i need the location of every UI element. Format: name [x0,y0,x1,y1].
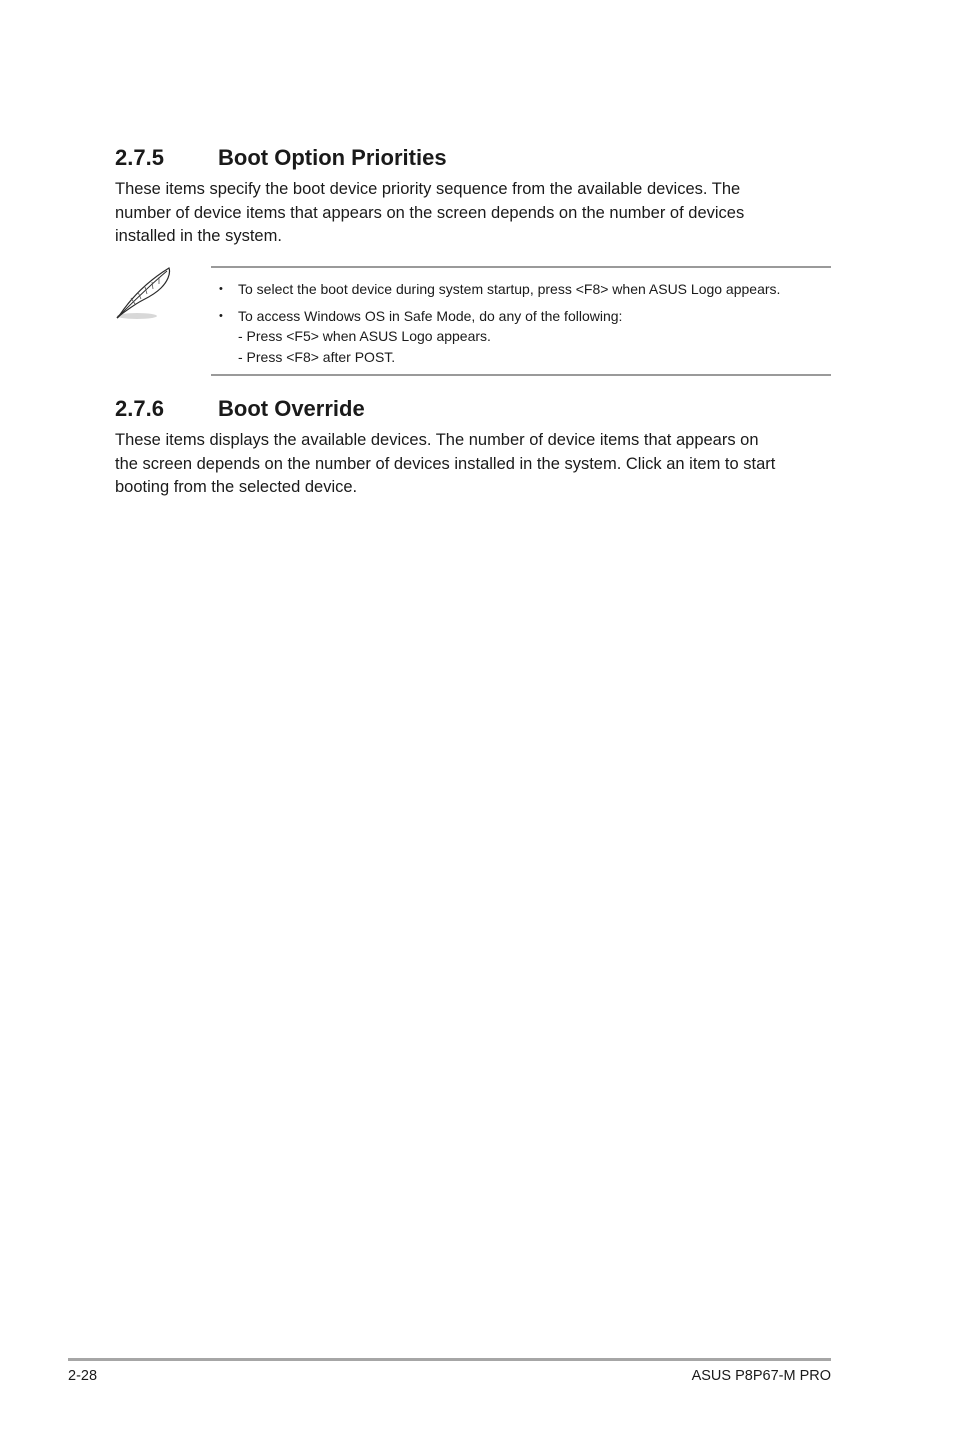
product-name: ASUS P8P67-M PRO [691,1368,831,1384]
feather-pen-icon [113,264,175,322]
section-paragraph-boot-option-priorities [115,178,815,249]
paragraph-line: number of device items that appears on the screen depends on the number of devices [115,203,745,222]
note-box [211,266,831,376]
bullet-marker: • [219,310,223,322]
section-title: Boot Override [218,396,365,421]
paragraph-line: booting from the selected device. [115,478,358,496]
page-number: 2-28 [68,1368,98,1384]
paragraph-line: These items specify the boot device priority sequence from the available devices. The [115,180,741,198]
paragraph-line: the screen depends on the number of devices installed in the system. Click an item to start [115,454,776,473]
section-heading-boot-override [115,396,365,422]
note-sub-item: - Press <F5> when ASUS Logo appears. [238,328,491,344]
section-heading-boot-option-priorities [115,145,447,171]
section-paragraph-boot-override [115,429,815,500]
note-item-text: To select the boot device during system startup, press <F8> when ASUS Logo appears. [238,281,781,297]
paragraph-line: installed in the system. [115,227,282,245]
note-item-text: To access Windows OS in Safe Mode, do any of the following: [238,308,623,324]
paragraph-line: These items displays the available devices. The number of device items that appears on [115,431,759,449]
section-number: 2.7.6 [115,396,164,421]
footer-divider [68,1358,831,1361]
section-number: 2.7.5 [115,145,164,170]
bullet-marker: • [219,283,223,295]
section-title: Boot Option Priorities [218,145,447,170]
note-sub-item: - Press <F8> after POST. [238,349,396,365]
